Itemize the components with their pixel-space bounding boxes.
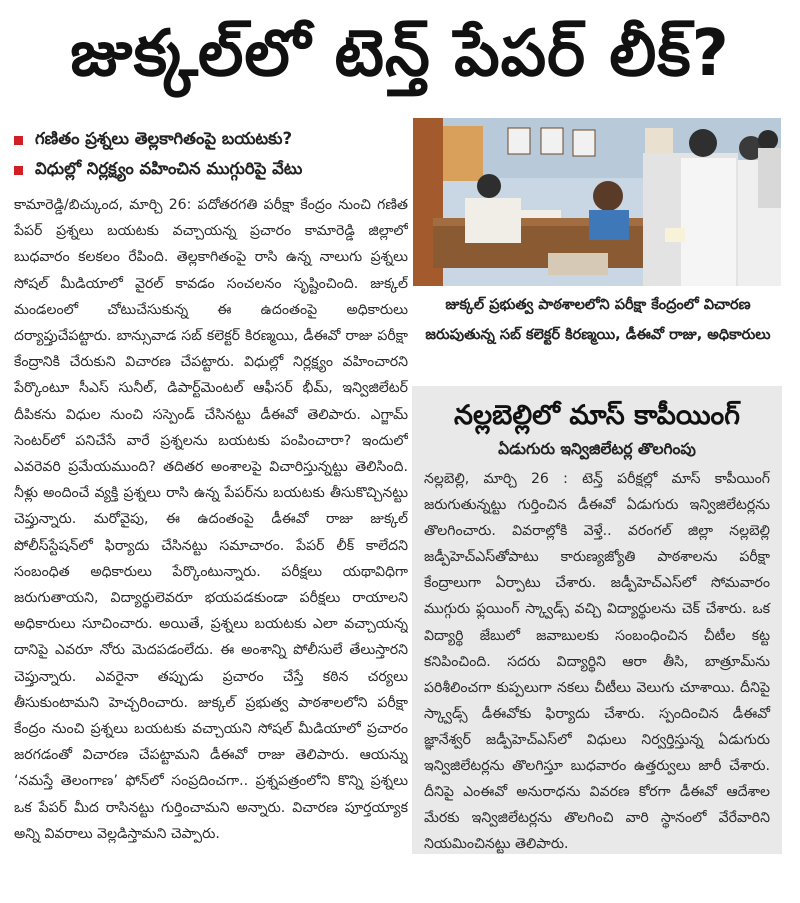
red-square-icon xyxy=(14,136,23,145)
bullet-text: గణితం ప్రశ్నలు తెల్లకాగితంపై బయటకు? xyxy=(35,128,293,148)
bullet-list xyxy=(14,125,404,185)
sidebar-title: నల్లబెల్లిలో మాస్‌ కాపీయింగ్‌ xyxy=(454,400,740,431)
bullet-text: విధుల్లో నిర్లక్ష్యం వహించిన ముగ్గురిపై వేటు xyxy=(35,158,303,178)
news-photo xyxy=(413,118,781,286)
main-story-text: కామారెడ్డి/బిచ్కుంద, మార్చి 26: పదోతరగతి పరీక్షా కేంద్రం నుంచి గణిత పేపర్‌ ప్రశ్నలు బయటకు వచ్చాయన్న ప్రచారం కామారెడ్డి జిల్లాలో బుధవారం కలకలం రేపింది. తెల్లకాగితంపై రాసి ఉన్న నాలుగు ప్రశ్నలు సోషల్‌ మీడియాలో వైరల్‌ కావడం సంచలనం సృష్టించింది. జుక్కల్‌ మండలంలో చోటుచేసుకున్న ఈ ఉదంతంపై అధికారులు దర్యాప్తుచేపట్టారు. బాన్సువాడ సబ్‌ కలెక్టర్‌ కిరణ్మయి, డీఈవో రాజు పరీక్షా కేంద్రానికి చేరుకుని విచారణ చేపట్టారు. విధుల్లో నిర్లక్ష్యం వహించారని పేర్కొంటూ సీఎస్‌ సునీల్‌, డిపార్ట్‌మెంటల్‌ ఆఫీసర్‌ భీమ్‌, ఇన్విజిలేటర్‌ దీపికను విధుల నుంచి సస్పెండ్‌ చేసినట్టు డీఈవో తెలిపారు. ఎగ్జామ్‌ సెంటర్‌లో పనిచేసే వారే ప్రశ్నలను బయటకు పంపించారా? ఇందులో ఎవరెవరి ప్రమేయముంది? తదితర అంశాలపై విచారిస్తున్నట్టు తెలిసింది. నీళ్లు అందించే వ్యక్తి ప్రశ్నలు రాసి ఉన్న పేపర్‌ను బయటకు తీసుకొచ్చినట్టు చెప్తున్నారు. మరోవైపు, ఈ ఉదంతంపై డీఈవో రాజు జుక్కల్‌ పోలీస్‌స్టేషన్‌లో ఫిర్యాదు చేసినట్టు సమాచారం. పేపర్‌ లీక్‌ కాలేదని సంబంధిత అధికారులు పేర్కొంటున్నారు. పరీక్షలు యథావిధిగా జరుగుతాయని, విద్యార్థులెవరూ భయపడకుండా పరీక్షలు రాయాలని అధికారులు సూచించారు. అయితే, ప్రశ్నలు బయటకు ఎలా వచ్చాయన్న దానిపై ఎవరూ నోరు మెదపడంలేదు. ఈ అంశాన్ని పోలీసులే తేలుస్తారని చెప్తున్నారు. ఎవరైనా తప్పుడు ప్రచారం చేస్తే కఠిన చర్యలు తీసుకుంటామని హెచ్చరించారు. జుక్కల్‌ ప్రభుత్వ పాఠశాలలోని పరీక్షా కేంద్రం నుంచి ప్రశ్నలు బయటకు వచ్చాయని సోషల్‌ మీడియాలో ప్రచారం జరగడంతో విచారణ చేపట్టామని డీఈవో రాజు తెలిపారు. ఆయన్ను ‘నమస్తే తెలంగాణ’ ఫోన్‌లో సంప్రదించగా.. ప్రశ్నపత్రంలోని కొన్ని ప్రశ్నలు ఒక పేపర్‌ మీద రాసినట్టు గుర్తించామని అన్నారు. విచారణ పూర్తయ్యాక అన్ని వివరాలు వెల్లడిస్తామని చెప్పారు. xyxy=(14,197,408,842)
bullet-item xyxy=(14,155,404,185)
red-square-icon xyxy=(14,166,23,175)
sidebar-subtitle: ఏడుగురు ఇన్విజిలేటర్ల తొలగింపు xyxy=(498,440,696,458)
sidebar-box xyxy=(412,386,782,854)
bullet-item xyxy=(14,125,404,155)
sidebar-body: నల్లబెల్లి, మార్చి 26 : టెన్త్‌ పరీక్షల్లో మాస్‌ కాపీయింగ్‌ జరుగుతున్నట్టు గుర్తించిన డీఈవో ఏడుగురు ఇన్విజిలేటర్లను తొలగించారు. వివరాల్లోకి వెళ్తే.. వరంగల్‌ జిల్లా నల్లబెల్లి జడ్పీహెచ్‌ఎస్‌తోపాటు కారుణ్యజ్యోతి పాఠశాలను పరీక్షా కేంద్రాలుగా ఏర్పాటు చేశారు. జడ్పీహెచ్‌ఎస్‌లో సోమవారం ముగ్గురు ఫ్లయింగ్‌ స్క్వాడ్స్‌ వచ్చి విద్యార్థులను చెక్‌ చేశారు. ఒక విద్యార్థి జేబులో జవాబులకు సంబంధించిన చీటీల కట్ట కనిపించింది. సదరు విద్యార్థిని ఆరా తీసి, బాత్రూమ్‌ను పరిశీలించగా కుప్పలుగా నకలు చీటీలు వెలుగు చూశాయి. దీనిపై స్క్వాడ్స్‌ డీఈవోకు ఫిర్యాదు చేశారు. స్పందించిన డీఈవో జ్ఞానేశ్వర్‌ జడ్పీహెచ్‌ఎస్‌లో విధులు నిర్వర్తిస్తున్న ఏడుగురు ఇన్విజిలేటర్లను తొలగిస్తూ బుధవారం ఉత్తర్వులు జారీ చేశారు. దీనిపై ఎంఈవో అనురాధను వివరణ కోరగా డీఈవో ఆదేశాల మేరకు ఇన్విజిలేటర్లను తొలగించి వారి స్థానంలో వేరేవారిని నియమించినట్టు తెలిపారు. xyxy=(424,471,770,853)
headline: జుక్కల్‌లో టెన్త్‌ పేపర్‌ లీక్‌? xyxy=(70,17,730,91)
photo-illustration xyxy=(413,118,781,286)
photo-caption: జుక్కల్‌ ప్రభుత్వ పాఠశాలలోని పరీక్షా కేంద్రంలో విచారణ జరుపుతున్న సబ్‌ కలెక్టర్‌ కిరణ్మయి, డీఈవో రాజు, అధికారులు xyxy=(425,297,771,343)
